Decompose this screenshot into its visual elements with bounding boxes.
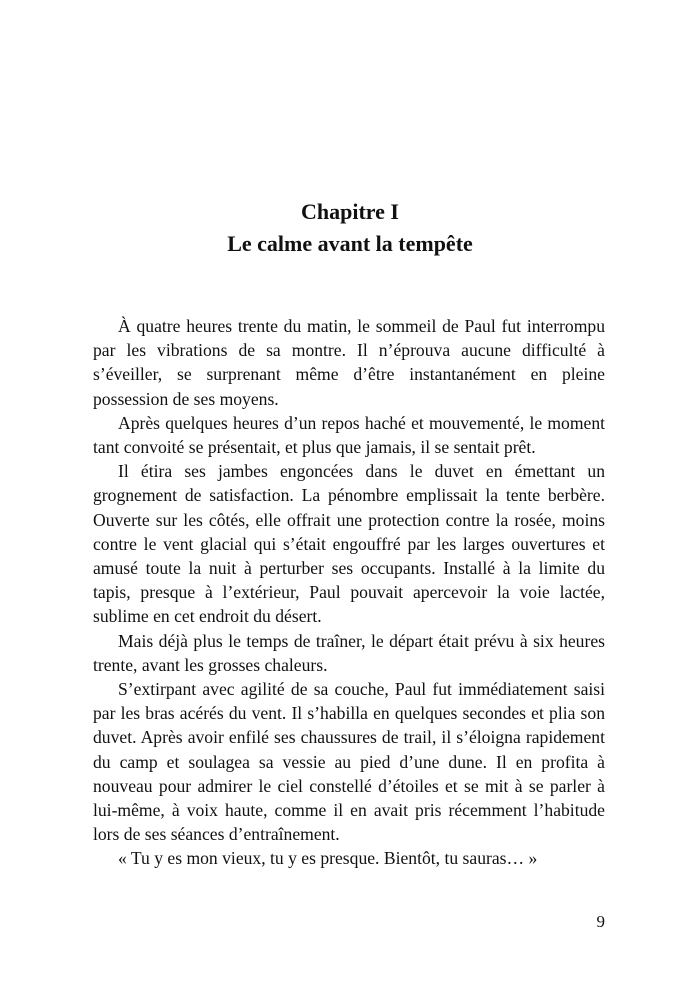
page-number: 9 xyxy=(596,912,605,931)
paragraph: Après quelques heures d’un repos haché et mouvementé, le moment tant convoité se présentait, et plus que jamais, il se sentait prêt. xyxy=(93,412,605,458)
paragraph: S’extirpant avec agilité de sa couche, Paul fut immédiatement saisi par les bras acérés du vent. Il s’habilla en quelques secondes et plia son duvet. Après avoir enfilé ses chaussures de trail, il s’éloigna rapidement du camp et soulagea sa vessie au pied d’une dune. Il en profita à nouveau pour admirer le ciel constellé d’étoiles et se mit à se parler à lui-même, à voix haute, comme il en avait pris récemment l’habitude lors de ses séances d’entraînement. xyxy=(93,679,605,845)
chapter-number: Chapitre I xyxy=(301,199,399,224)
paragraph: Il étira ses jambes engoncées dans le duvet en émettant un grognement de satisfaction. La pénombre emplissait la tente berbère. Ouverte sur les côtés, elle offrait une protection contre la rosée, moins contre le vent glacial qui s’était engouffré par les larges ouvertures et amusé toute la nuit à perturber ses occupants. Installé à la limite du tapis, presque à l’extérieur, Paul pouvait apercevoir la voie lactée, sublime en cet endroit du désert. xyxy=(93,461,605,627)
chapter-heading xyxy=(0,196,700,260)
paragraph: Mais déjà plus le temps de traîner, le départ était prévu à six heures trente, avant les grosses chaleurs. xyxy=(93,630,605,675)
chapter-body xyxy=(93,314,605,871)
paragraph: « Tu y es mon vieux, tu y es presque. Bientôt, tu sauras… » xyxy=(118,848,538,869)
paragraph: À quatre heures trente du matin, le sommeil de Paul fut interrompu par les vibrations de sa montre. Il n’éprouva aucune difficulté à s’éveiller, se surprenant même d’être instantanément en pleine possession de ses moyens. xyxy=(93,316,605,409)
chapter-title: Le calme avant la tempête xyxy=(227,231,473,256)
